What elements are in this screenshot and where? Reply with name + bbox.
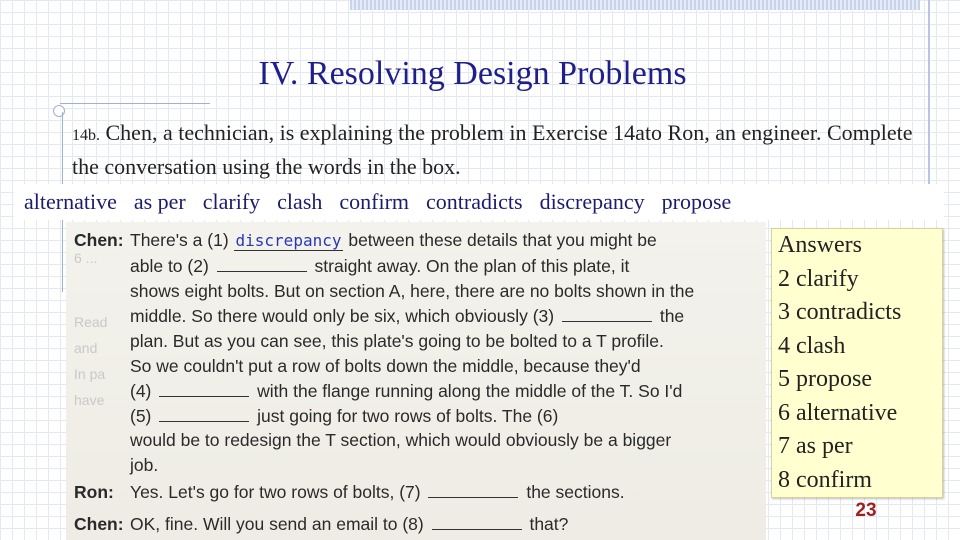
answer-item: 2 clarify — [778, 265, 859, 292]
faded-text: In pa — [74, 366, 106, 382]
dialogue-text: middle. So there would only be six, which obviously (3) — [130, 306, 559, 326]
answer-item: 7 as per — [778, 433, 853, 459]
dialogue-text: that? — [524, 514, 569, 534]
dialogue-text: shows eight bolts. But on section A, here, there are no bolts shown in the — [130, 281, 695, 301]
answers-box — [771, 228, 943, 498]
dialogue-text: So we couldn't put a row of bolts down the middle, because they'd — [130, 356, 641, 376]
answer-item: 6 alternative — [778, 399, 898, 426]
word-box-item: as per — [133, 189, 186, 214]
speaker-label: Chen: — [74, 230, 124, 250]
answer-item: 8 confirm — [778, 466, 872, 493]
dialogue-line — [74, 331, 664, 352]
dialogue-text: able to (2) — [130, 256, 214, 276]
title-underline — [60, 103, 210, 104]
answer-blank — [217, 257, 307, 272]
dialogue-text: the sections. — [521, 482, 625, 502]
answer-blank — [428, 483, 518, 498]
dialogue-text: the — [654, 306, 685, 326]
answer-blank — [159, 382, 249, 397]
answer-blank — [432, 515, 522, 530]
speaker-label: Chen: — [74, 514, 124, 534]
dialogue-line — [74, 482, 625, 503]
dialogue-text: between these details that you might be — [343, 230, 657, 250]
faded-text: Read — [74, 314, 108, 330]
answer-blank — [159, 407, 249, 422]
dialogue-text: job. — [130, 455, 159, 475]
answer-item: 3 contradicts — [778, 299, 902, 325]
word-box — [14, 184, 944, 220]
dialogue-text: with the flange running along the middle of the T. So I'd — [252, 381, 683, 401]
word-box-item: contradicts — [426, 189, 523, 214]
dialogue-line — [74, 430, 671, 451]
exercise-label: 14b. — [72, 127, 100, 144]
dialogue-line — [74, 281, 694, 302]
dialogue-line — [74, 230, 657, 251]
exercise-instructions — [72, 117, 942, 182]
speaker-label: Ron: — [74, 482, 114, 502]
answer-item: 4 clash — [778, 332, 846, 359]
dialogue-text: would be to redesign the T section, which would obviously be a bigger — [130, 430, 672, 450]
faded-text: 6 ... — [74, 250, 98, 266]
dialogue-line — [74, 256, 629, 277]
dialogue-text: plan. But as you can see, this plate's going to be bolted to a T profile. — [130, 331, 664, 351]
decorative-top-bar — [350, 0, 920, 10]
dialogue-text: Yes. Let's go for two rows of bolts, (7) — [130, 482, 426, 502]
dialogue-text: (5) — [130, 406, 157, 426]
answers-heading: Answers — [778, 232, 862, 258]
dialogue-line — [74, 356, 641, 377]
bullet-circle — [53, 105, 65, 117]
page-number: 23 — [855, 500, 877, 521]
word-box-item: clash — [277, 189, 323, 214]
word-box-item: confirm — [339, 189, 410, 214]
word-box-item: alternative — [24, 189, 117, 214]
dialogue-line — [74, 514, 568, 535]
dialogue-text: straight away. On the plan of this plate, it — [309, 256, 630, 276]
dialogue-text: There's a (1) — [130, 230, 234, 250]
dialogue-line — [74, 406, 558, 427]
instructions-text: Chen, a technician, is explaining the problem in Exercise 14ato Ron, an engineer. Complete the conversation using the words in the box. — [72, 120, 913, 179]
word-box-item: discrepancy — [539, 189, 645, 214]
slide-title: IV. Resolving Design Problems — [258, 55, 687, 92]
faded-text: have — [74, 392, 105, 408]
faded-text: and — [74, 340, 98, 356]
answer-blank — [562, 307, 652, 322]
handwritten-answer: discrepancy — [235, 231, 342, 250]
dialogue-text: just going for two rows of bolts. The (6) — [252, 406, 559, 426]
answers-list — [778, 263, 942, 498]
dialogue-text: OK, fine. Will you send an email to (8) — [130, 514, 429, 534]
dialogue-line — [74, 455, 158, 476]
dialogue-line — [74, 306, 684, 327]
dialogue-line — [74, 381, 682, 402]
word-box-item: propose — [661, 189, 732, 214]
word-box-item: clarify — [202, 189, 261, 214]
answer-item: 5 propose — [778, 366, 872, 392]
dialogue-text: (4) — [130, 381, 157, 401]
textbook-photo — [66, 222, 766, 540]
